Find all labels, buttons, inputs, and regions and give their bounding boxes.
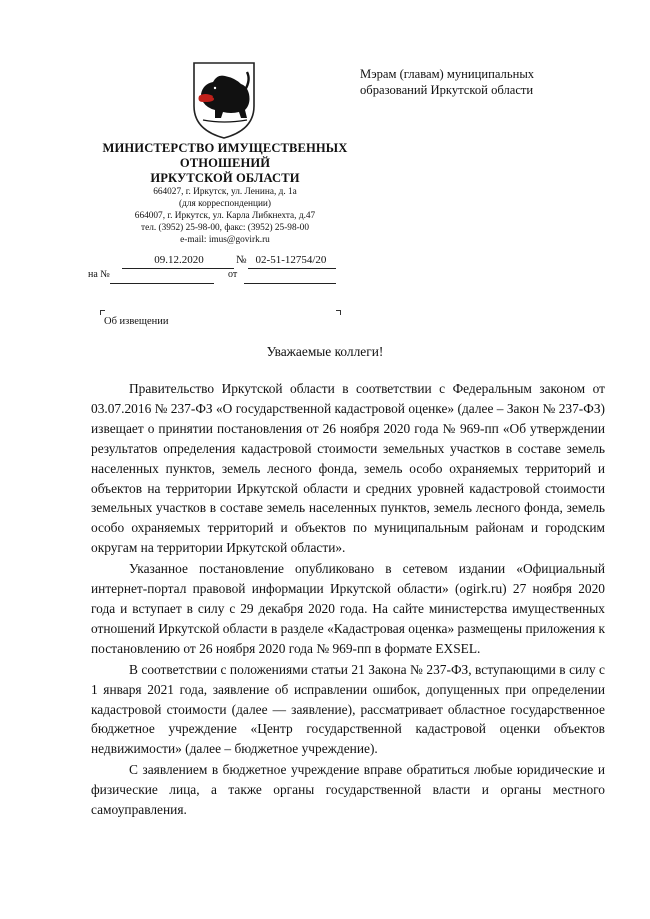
reference-date-underline (244, 283, 336, 284)
registration-block (88, 254, 348, 288)
addressee-line-2: образований Иркутской области (360, 83, 534, 97)
ministry-address (60, 186, 390, 246)
coat-of-arms-icon (191, 60, 257, 140)
address-line-3: 664007, г. Иркутск, ул. Карла Либкнехта, д.47 (134, 211, 316, 221)
number-sign: № (236, 254, 247, 266)
letter-body (91, 379, 605, 821)
letter-subject: Об извещении (104, 316, 169, 327)
ministry-name-line-1: МИНИСТЕРСТВО ИМУЩЕСТВЕННЫХ (102, 141, 348, 155)
address-line-5: e-mail: imus@govirk.ru (180, 235, 270, 245)
ministry-header (60, 141, 390, 246)
reference-from: от (228, 269, 238, 280)
registration-date: 09.12.2020 (154, 254, 204, 266)
registration-number: 02-51-12754/20 (255, 254, 327, 266)
subject-corner-left (100, 310, 105, 315)
subject-corner-right (336, 310, 341, 315)
greeting: Уважаемые коллеги! (266, 344, 384, 359)
addressee (360, 66, 534, 98)
address-line-4: тел. (3952) 25-98-00, факс: (3952) 25-98-00 (141, 223, 309, 233)
address-line-1: 664027, г. Иркутск, ул. Ленина, д. 1а (153, 187, 297, 197)
paragraph-2: Указанное постановление опубликовано в сетевом издании «Официальный интернет-портал правовой информации Иркутской области» (ogirk.ru) 27 ноября 2020 года и вступает в силу с 29 декабря 2020 года. На сайте министерства имущественных отношений Иркутской области в разделе «Кадастровая оценка» размещены приложения к постановлению от 26 ноября 2020 года № 969-пп в формате EXSEL. (91, 561, 605, 656)
paragraph-1: Правительство Иркутской области в соответствии с Федеральным законом от 03.07.2016 № 237-ФЗ «О государственной кадастровой оценке» (далее – Закон № 237-ФЗ) извещает о принятии постановления от 26 ноября 2020 года № 969-пп «Об утверждении результатов определения кадастровой стоимости земельных участков в составе земель населенных пунктов, земель лесного фонда, земель особо охраняемых территорий и объектов на территории Иркутской области и средних уровней кадастровой стоимости земельных участков в составе земель населенных пунктов, земель лесного фонда, земель особо охраняемых территорий и объектов по муниципальным районам и городским округам на территории Иркутской области». (91, 381, 605, 556)
paragraph-3: В соответствии с положениями статьи 21 Закона № 237-ФЗ, вступающими в силу с 1 января 2021 года, заявление об исправлении ошибок, допущенных при определении кадастровой стоимости (далее — заявление), рассматривает областное государственное бюджетное учреждение «Центр государственной кадастровой оценки объектов недвижимости» (далее – бюджетное учреждение). (91, 661, 605, 757)
reference-prefix: на № (88, 269, 110, 280)
addressee-line-1: Мэрам (главам) муниципальных (360, 67, 535, 81)
paragraph-4: С заявлением в бюджетное учреждение вправе обратиться любые юридические и физические лица, а также органы государственной власти и органы местного самоуправления. (91, 762, 605, 818)
date-underline (122, 268, 234, 269)
ministry-name-line-2: ОТНОШЕНИЙ (179, 156, 271, 170)
number-underline (248, 268, 336, 269)
ministry-name-line-3: ИРКУТСКОЙ ОБЛАСТИ (150, 171, 300, 185)
reference-number-underline (110, 283, 214, 284)
address-line-2: (для корреспонденции) (179, 199, 271, 209)
